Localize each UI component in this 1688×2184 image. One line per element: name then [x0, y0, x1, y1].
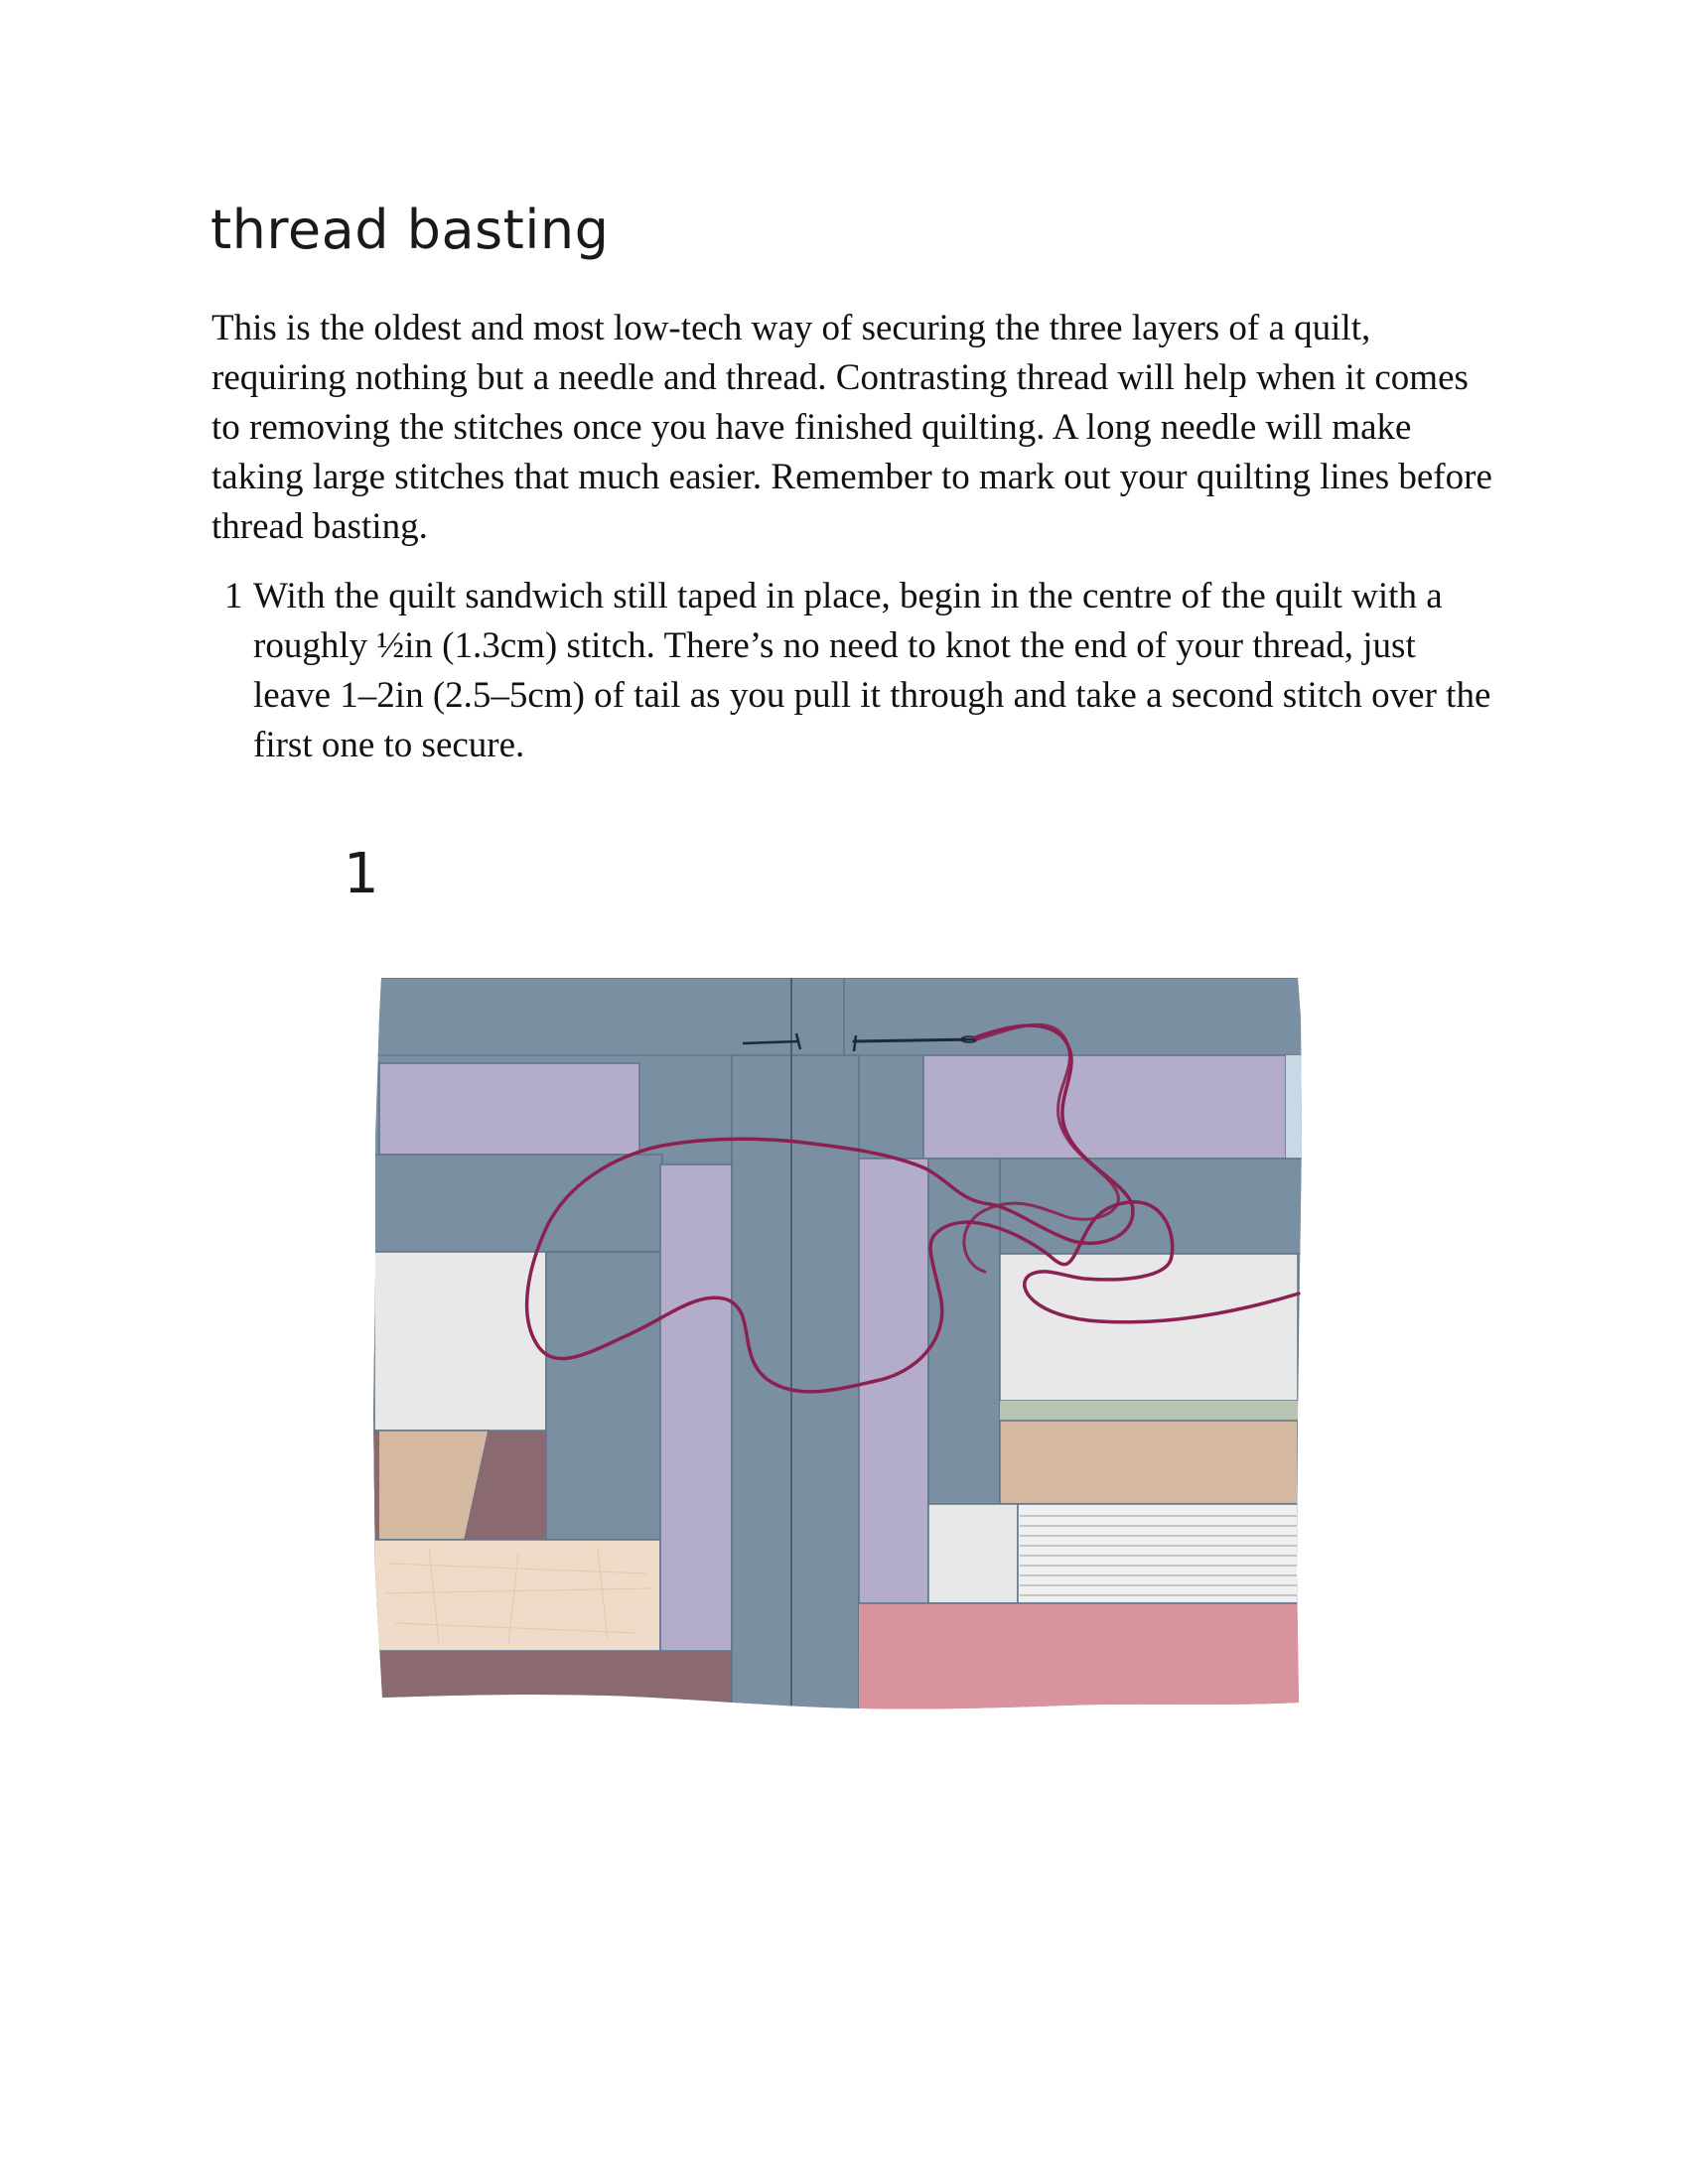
patch-center-column-right [791, 1055, 859, 1732]
step-item [211, 572, 1502, 770]
quilt-illustration [369, 978, 1323, 1732]
step-text: With the quilt sandwich still taped in place, begin in the centre of the quilt with a roughly ½in (1.3cm) stitch. There’s no need to knot the end of your thread, just leave 1–2in (2.5–5cm) of tail as you pull it through and take a second stitch over the first one to secure. [253, 576, 1491, 765]
patch-lavender-vertical-left [660, 1164, 732, 1651]
step-number: 1 [224, 576, 243, 616]
step-list [211, 572, 1502, 770]
patch-pink-bottom [859, 1603, 1316, 1732]
intro-paragraph: This is the oldest and most low-tech way of securing the three layers of a quilt, requiring nothing but a needle and thread. Contrasting thread will help when it comes to removing the stitches once you have finished quilting. A long needle will make taking large stitches that much easier. Remember to mark out your quilting lines before thread basting. [211, 308, 1492, 547]
patch-gray-bottom-left [928, 1504, 1018, 1603]
patch-slate-left-vertical [546, 1252, 660, 1540]
figure-label: 1 [344, 842, 379, 906]
patch-center-column-left [732, 1055, 791, 1732]
patch-top-band [369, 978, 1323, 1055]
patch-striped-gray [1018, 1504, 1298, 1603]
patch-slate-left-band [369, 1155, 662, 1252]
patch-beige-left [374, 1540, 660, 1651]
page-title: thread basting [211, 199, 610, 261]
patch-lavender-right [923, 1055, 1286, 1159]
patch-lavender-vertical-right [859, 1159, 928, 1651]
patch-tan-right [1000, 1421, 1298, 1504]
patch-sky-edge [1286, 1055, 1306, 1159]
patch-lavender-left [379, 1063, 639, 1155]
patch-mauve-bottom [369, 1651, 667, 1732]
patch-gray-left [374, 1252, 546, 1431]
